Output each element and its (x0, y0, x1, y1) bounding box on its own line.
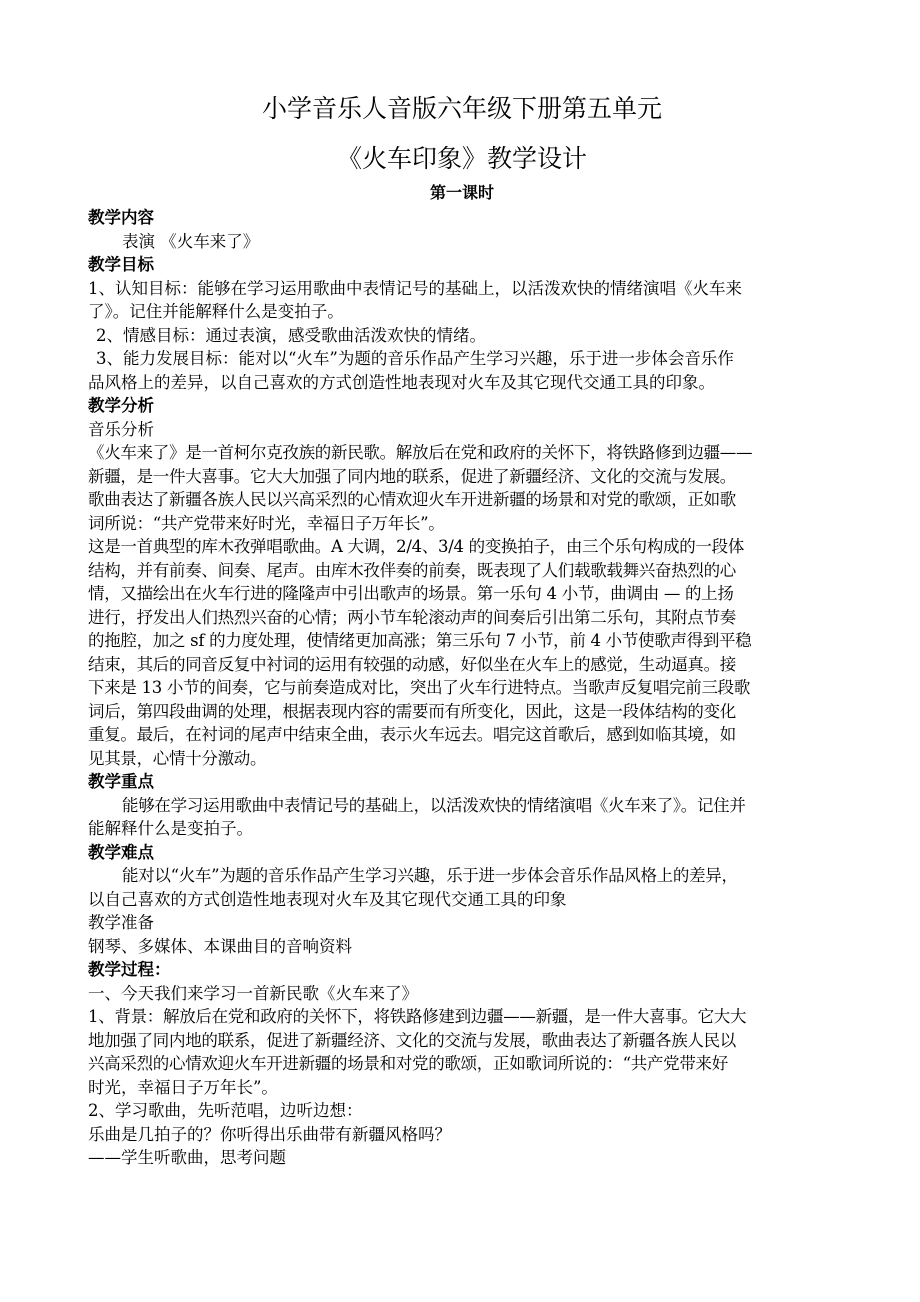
section-heading-objectives: 教学目标 (88, 255, 154, 274)
section-heading-analysis: 教学分析 (88, 396, 154, 415)
objective-line: 品风格上的差异，以自己喜欢的方式创造性地表现对火车及其它现代交通工具的印象。 (88, 372, 715, 392)
analysis-line: 结束，其后的同音反复中衬词的运用有较强的动感，好似坐在火车上的感觉，生动逼真。接 (88, 654, 737, 674)
section-heading-difficulties: 教学难点 (88, 842, 154, 862)
objective-line: 2、情感目标：通过表演，感受歌曲活泼欢快的情绪。 (96, 325, 486, 345)
objective-line: 了》。记住并能解释什么是变拍子。 (88, 302, 344, 321)
analysis-line: 《火车来了》是一首柯尔克孜族的新民歌。解放后在党和政府的关怀下，将铁路修到边疆—— (88, 443, 753, 462)
analysis-line: 进行，抒发出人们热烈兴奋的心情；两小节车轮滚动声的间奏后引出第二乐句，其附点节奏 (88, 607, 737, 627)
analysis-line: 见其景，心情十分激动。 (88, 748, 267, 768)
document-page (88, 92, 836, 1170)
process-line: 兴高采烈的心情欢迎火车开进新疆的场景和对党的歌颂，正如歌词所说的：“共产党带来好 (88, 1054, 728, 1073)
process-line: 时光，幸福日子万年长”。 (88, 1077, 278, 1097)
process-line: ——学生听歌曲，思考问题 (88, 1148, 286, 1167)
analysis-line: 结构，并有前奏、间奏、尾声。由库木孜伴奏的前奏，既表现了人们载歌载舞兴奋热烈的心 (88, 560, 737, 580)
process-line: 地加强了同内地的联系，促进了新疆经济、文化的交流与发展，歌曲表达了新疆各族人民以 (88, 1030, 737, 1050)
analysis-line: 下来是 13 小节的间奏，它与前奏造成对比，突出了火车行进特点。当歌声反复唱完前三段歌 (88, 678, 751, 697)
key-point-line: 能够在学习运用歌曲中表情记号的基础上，以活泼欢快的情绪演唱《火车来了》。记住并 (122, 795, 746, 815)
process-line: 乐曲是几拍子的？你听得出乐曲带有新疆风格吗？ (88, 1124, 451, 1144)
section-heading-process: 教学过程： (88, 960, 171, 979)
section-heading-preparation: 教学准备 (88, 913, 154, 932)
objective-line: 1、认知目标：能够在学习运用歌曲中表情记号的基础上，以活泼欢快的情绪演唱《火车来 (88, 278, 742, 298)
analysis-subheading: 音乐分析 (88, 419, 154, 439)
preparation-line: 钢琴、多媒体、本课曲目的音响资料 (88, 936, 352, 956)
process-line: 一、今天我们来学习一首新民歌《火车来了》 (88, 983, 418, 1003)
difficulty-line: 以自己喜欢的方式创造性地表现对火车及其它现代交通工具的印象 (88, 889, 567, 909)
analysis-line: 重复。最后，在衬词的尾声中结束全曲，表示火车远去。唱完这首歌后，感到如临其境，如 (88, 725, 737, 744)
analysis-line: 的拖腔，加之 sf 的力度处理，使情绪更加高涨；第三乐句 7 小节，前 4 小节使歌声得到平稳 (88, 631, 752, 650)
analysis-line: 这是一首典型的库木孜弹唱歌曲。A 大调，2/4、3/4 的变换拍子，由三个乐句构成的一段体 (88, 537, 745, 556)
difficulty-line: 能对以“火车”为题的音乐作品产生学习兴趣，乐于进一步体会音乐作品风格上的差异， (122, 866, 738, 885)
analysis-line: 情，又描绘出在火车行进的隆隆声中引出歌声的场景。第一乐句 4 小节，曲调由 — 的上扬 (88, 584, 734, 603)
analysis-line: 词后，第四段曲调的处理，根据表现内容的需要而有所变化，因此，这是一段体结构的变化 (88, 701, 737, 721)
key-point-line: 能解释什么是变拍子。 (88, 819, 253, 838)
process-line: 2、学习歌曲，先听范唱，边听边想： (88, 1101, 363, 1120)
analysis-line: 歌曲表达了新疆各族人民以兴高采烈的心情欢迎火车开进新疆的场景和对党的歌颂，正如歌 (88, 490, 737, 509)
section-heading-key-points: 教学重点 (88, 772, 154, 791)
analysis-line: 词所说：“共产党带来好时光，幸福日子万年长”。 (88, 513, 445, 533)
content-line: 表演 《火车来了》 (122, 231, 260, 251)
document-title: 小学音乐人音版六年级下册第五单元 (261, 94, 662, 123)
section-heading-content: 教学内容 (88, 208, 154, 227)
document-subtitle: 《火车印象》教学设计 (336, 144, 587, 173)
process-line: 1、背景：解放后在党和政府的关怀下，将铁路修建到边疆——新疆，是一件大喜事。它大大 (88, 1007, 747, 1026)
objective-line: 3、能力发展目标：能对以“火车”为题的音乐作品产生学习兴趣，乐于进一步体会音乐作 (96, 349, 734, 368)
lesson-label: 第一课时 (429, 183, 494, 202)
analysis-line: 新疆，是一件大喜事。它大大加强了同内地的联系，促进了新疆经济、文化的交流与发展。 (88, 466, 737, 486)
